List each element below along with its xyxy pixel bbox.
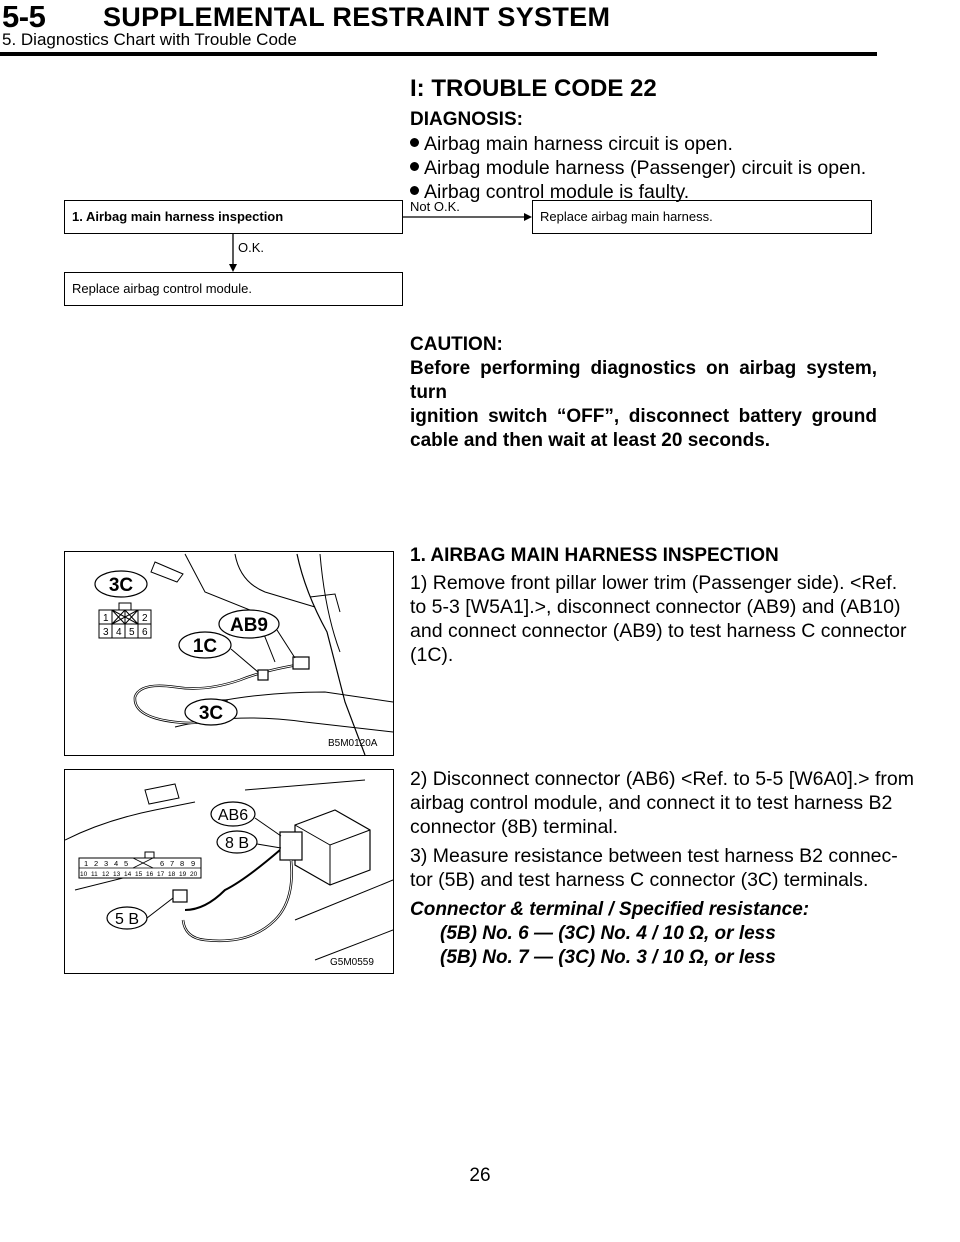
diagnosis-item: Airbag main harness circuit is open. (410, 132, 733, 156)
page-number: 26 (469, 1165, 491, 1186)
pin-label: 1 (84, 859, 89, 868)
pin-label: 2 (142, 613, 148, 624)
pin-label: 8 (180, 859, 185, 868)
page-subtitle: 5. Diagnostics Chart with Trouble Code (2, 30, 297, 49)
caution-line: CAUTION: (410, 334, 503, 355)
text-line: to 5-3 [W5A1].>, disconnect connector (AB9) and (AB10) (410, 596, 901, 618)
spec-value: (5B) No. 7 — (3C) No. 3 / 10 Ω, or less (440, 947, 776, 968)
step-3-paragraph (410, 844, 898, 892)
pin-label: 20 (190, 871, 198, 878)
caution-line: ignition switch “OFF”, disconnect battery ground (410, 406, 877, 427)
flowchart-not-ok-label: Not O.K. (410, 199, 460, 214)
pin-label: 6 (160, 859, 165, 868)
flowchart-ok-action-box: Replace airbag control module. (64, 272, 403, 306)
caution-line: Before performing diagnostics on airbag system, turn (410, 358, 877, 403)
page-title: SUPPLEMENTAL RESTRAINT SYSTEM (103, 2, 611, 32)
pin-label: 5 (124, 859, 129, 868)
caution-note (410, 333, 877, 453)
pin-label: 19 (179, 871, 187, 878)
section-title: I: TROUBLE CODE 22 (410, 75, 657, 102)
callout-5b: 5 B (114, 911, 140, 928)
text-line: connector (8B) terminal. (410, 816, 619, 838)
inspection-heading: 1. AIRBAG MAIN HARNESS INSPECTION (410, 545, 779, 566)
flowchart-not-ok-action-box: Replace airbag main harness. (532, 200, 872, 234)
figure-harness-ab6 (64, 769, 394, 974)
pin-label: 14 (124, 871, 132, 878)
pin-label: 7 (170, 859, 175, 868)
figure-caption: G5M0559 (330, 957, 374, 968)
pin-label: 4 (116, 627, 122, 638)
pin-label: 13 (113, 871, 121, 878)
pin-label: 18 (168, 871, 176, 878)
spec-value: (5B) No. 6 — (3C) No. 4 / 10 Ω, or less (440, 923, 776, 944)
step-1-paragraph (410, 571, 907, 667)
callout-3c-top: 3C (108, 575, 134, 596)
callout-8b: 8 B (224, 835, 250, 852)
callout-3c-bottom: 3C (198, 703, 224, 724)
callout-1c: 1C (192, 636, 218, 657)
callout-ab9: AB9 (229, 615, 269, 636)
pin-label: 3 (104, 859, 109, 868)
text-line: 2) Disconnect connector (AB6) <Ref. to 5-5 [W6A0].> from (410, 768, 914, 790)
pin-label: 9 (191, 859, 196, 868)
diagnosis-label: DIAGNOSIS: (410, 109, 523, 130)
step-2-paragraph (410, 767, 914, 839)
pin-label: 17 (157, 871, 165, 878)
callout-ab6: AB6 (217, 807, 249, 824)
flowchart-arrows (0, 0, 960, 320)
flowchart-ok-label: O.K. (238, 240, 265, 255)
pin-label: 11 (91, 871, 98, 878)
text-line: 1) Remove front pillar lower trim (Passenger side). <Ref. (410, 572, 898, 594)
pin-label: 1 (103, 613, 109, 624)
text-line: (1C). (410, 644, 454, 666)
text-line: airbag control module, and connect it to test harness B2 (410, 792, 893, 814)
figure-caption: B5M0120A (328, 738, 378, 749)
figure-harness-ab9 (64, 551, 394, 756)
diagnosis-item: Airbag module harness (Passenger) circuit is open. (410, 156, 866, 180)
pin-label: 2 (94, 859, 99, 868)
arrow-right-icon (403, 213, 532, 221)
pin-label: 10 (80, 871, 88, 878)
pin-label: 3 (103, 627, 109, 638)
arrow-down-icon (229, 234, 237, 272)
text-line: and connect connector (AB9) to test harness C connector (410, 620, 907, 642)
pin-label: 6 (142, 627, 148, 638)
spec-label: Connector & terminal / Specified resistance: (410, 899, 810, 920)
pin-label: 16 (146, 871, 154, 878)
diagnosis-item: Airbag control module is faulty. (410, 180, 689, 204)
flowchart-step-box: 1. Airbag main harness inspection (64, 200, 403, 234)
harness-illustration (65, 552, 393, 755)
control-module-illustration (65, 770, 393, 973)
text-line: 3) Measure resistance between test harness B2 connec- (410, 845, 898, 867)
section-number: 5-5 (2, 0, 46, 34)
caution-line: cable and then wait at least 20 seconds. (410, 430, 771, 451)
pin-label: 12 (102, 871, 110, 878)
pin-label: 4 (114, 859, 119, 868)
pin-label: 5 (129, 627, 135, 638)
text-line: tor (5B) and test harness C connector (3C) terminals. (410, 869, 869, 891)
pin-label: 15 (135, 871, 143, 878)
